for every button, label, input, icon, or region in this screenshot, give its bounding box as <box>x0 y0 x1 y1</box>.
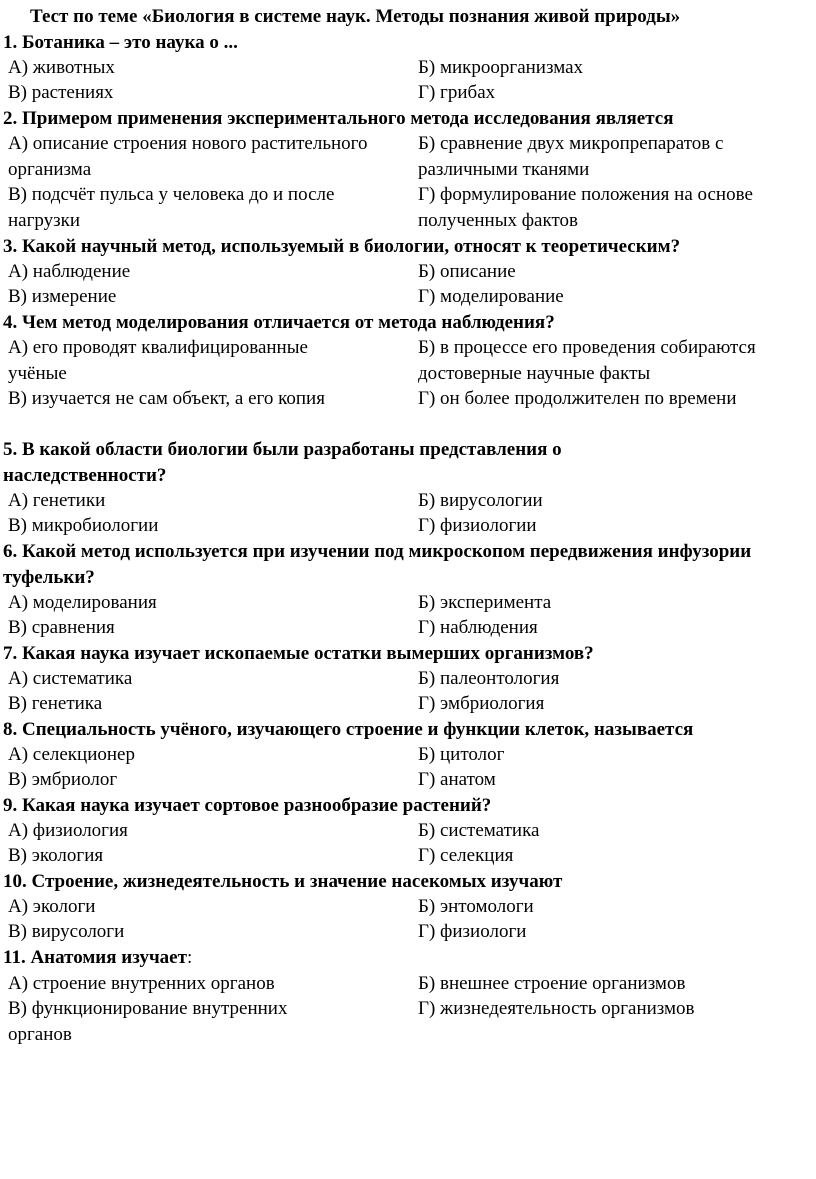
q5-option-b: Б) вирусологии <box>418 490 543 511</box>
q2-option-b: Б) сравнение двух микропрепаратов с различными тканями <box>418 133 724 180</box>
question-11 <box>3 945 811 971</box>
q4-option-b: Б) в процессе его проведения собираются достоверные научные факты <box>418 337 756 384</box>
question-9: 9. Какая наука изучает сортовое разнообразие растений? <box>3 795 492 816</box>
q2-option-v: В) подсчёт пульса у человека до и после нагрузки <box>8 184 335 231</box>
q1-option-v: В) растениях <box>8 82 114 103</box>
question-10: 10. Строение, жизнедеятельность и значение насекомых изучают <box>3 871 563 892</box>
question-1: 1. Ботаника – это наука о ... <box>3 32 238 53</box>
q9-option-b: Б) систематика <box>418 820 540 841</box>
q4-option-a: А) его проводят квалифицированные учёные <box>8 337 308 384</box>
q10-option-a: А) экологи <box>8 896 96 917</box>
q3-option-b: Б) описание <box>418 261 516 282</box>
q8-option-v: В) эмбриолог <box>8 769 118 790</box>
q10-option-b: Б) энтомологи <box>418 896 534 917</box>
q5-option-a: А) генетики <box>8 490 106 511</box>
question-4: 4. Чем метод моделирования отличается от метода наблюдения? <box>3 312 555 333</box>
question-11-text: 11. Анатомия изучает <box>3 947 187 968</box>
q4-option-v: В) изучается не сам объект, а его копия <box>8 388 325 409</box>
q9-option-g: Г) селекция <box>418 845 514 866</box>
q5-option-v: В) микробиологии <box>8 515 159 536</box>
q4-option-g: Г) он более продолжителен по времени <box>418 388 737 409</box>
q6-option-b: Б) эксперимента <box>418 592 552 613</box>
q11-option-a: А) строение внутренних органов <box>8 973 275 994</box>
q3-option-a: А) наблюдение <box>8 261 131 282</box>
question-11-colon: : <box>186 947 193 968</box>
q3-option-g: Г) моделирование <box>418 286 564 307</box>
question-3: 3. Какой научный метод, используемый в биологии, относят к теоретическим? <box>3 236 681 257</box>
q8-option-b: Б) цитолог <box>418 744 505 765</box>
q5-option-g: Г) физиологии <box>418 515 537 536</box>
question-2: 2. Примером применения экспериментального метода исследования является <box>3 108 674 129</box>
question-8: 8. Специальность учёного, изучающего строение и функции клеток, называется <box>3 719 694 740</box>
q11-option-g: Г) жизнедеятельность организмов <box>418 998 695 1019</box>
q8-option-g: Г) анатом <box>418 769 496 790</box>
question-6: 6. Какой метод используется при изучении под микроскопом передвижения инфузории туфельки? <box>3 541 752 588</box>
q6-option-v: В) сравнения <box>8 617 115 638</box>
q1-option-g: Г) грибах <box>418 82 496 103</box>
question-5: 5. В какой области биологии были разработаны представления о наследственности? <box>3 439 562 486</box>
q8-option-a: А) селекционер <box>8 744 135 765</box>
q1-option-b: Б) микроорганизмах <box>418 57 584 78</box>
question-7: 7. Какая наука изучает ископаемые остатки вымерших организмов? <box>3 643 594 664</box>
document-title: Тест по теме «Биология в системе наук. Методы познания живой природы» <box>30 6 681 27</box>
q7-option-a: А) систематика <box>8 668 133 689</box>
q10-option-v: В) вирусологи <box>8 921 125 942</box>
q9-option-v: В) экология <box>8 845 104 866</box>
q10-option-g: Г) физиологи <box>418 921 527 942</box>
q11-option-b: Б) внешнее строение организмов <box>418 973 686 994</box>
q2-option-g: Г) формулирование положения на основе полученных фактов <box>418 184 753 231</box>
q6-option-g: Г) наблюдения <box>418 617 538 638</box>
q2-option-a: А) описание строения нового растительного организма <box>8 133 368 180</box>
q7-option-b: Б) палеонтология <box>418 668 560 689</box>
q9-option-a: А) физиология <box>8 820 128 841</box>
q1-option-a: А) животных <box>8 57 115 78</box>
q3-option-v: В) измерение <box>8 286 117 307</box>
q7-option-v: В) генетика <box>8 693 103 714</box>
q7-option-g: Г) эмбриология <box>418 693 545 714</box>
q6-option-a: А) моделирования <box>8 592 157 613</box>
q11-option-v: В) функционирование внутренних органов <box>8 998 288 1045</box>
